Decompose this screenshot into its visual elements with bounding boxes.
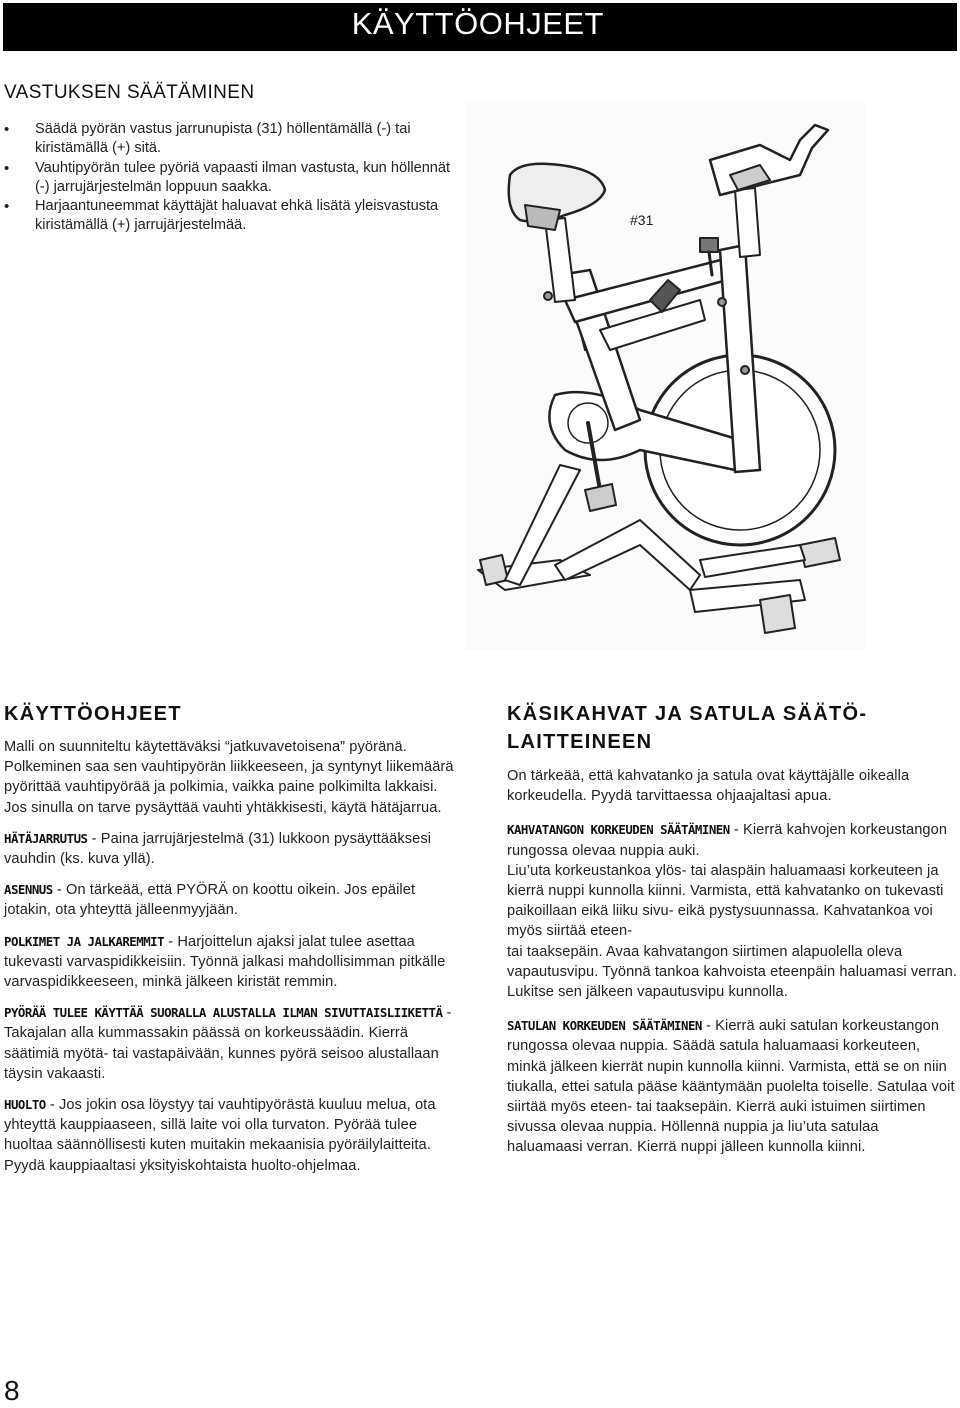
saddle-paragraph — [507, 1016, 957, 1157]
assembly-paragraph — [4, 880, 454, 920]
list-item — [4, 159, 464, 198]
bullet-icon: • — [4, 121, 10, 138]
service-text: - Jos jokin osa löystyy tai vauhtipyörästä kuuluu melua, ota yhteyttä kauppiaaseen, sillä laite voi olla turvaton. Pyörää tulee huoltaa säännöllisesti kuten muitakin mekaanisia pyöräilylaitteita. Pyydä kauppiaaltasi yksityiskohtaista huolto-ohjelmaa. — [4, 1097, 436, 1174]
assembly-label: ASENNUS — [4, 882, 53, 898]
handles-saddle-title — [507, 700, 957, 756]
bullet-text: Harjaantuneemmat käyttäjät haluavat ehkä lisätä yleisvastusta kiristämällä (+) jarrujärjestelmää. — [35, 198, 439, 234]
saddle-text: - Kierrä auki satulan korkeustangon rungossa olevaa nuppia. Säädä satula haluamaasi korkeuteen, minkä jälkeen kierrät nupin kunnolla kiinni. Varmista, että se on niin tiukalla, ettei satula pääse kääntymään puolelta toiselle. Satulaa voit siirtää myös eteen- tai taaksepäin. Kierrä auki istuimen siirtimen sivussa olevaa nuppia. Höllennä nuppia ja liu’uta satulaa haluamaasi verran. Kierrä nuppi jälleen kunnolla kiinni. — [507, 1018, 955, 1156]
list-item — [4, 120, 464, 159]
right-column — [507, 700, 957, 1158]
bullet-icon: • — [4, 198, 10, 216]
resistance-bullet-list — [4, 120, 464, 236]
handlebar-text-3: tai taaksepäin. Avaa kahvatangon siirtimen alapuolella oleva vapautusvipu. Työnnä tankoa kahvoista eteenpäin haluamasi verran. Lukitse sen jälkeen vapautusvipu kunnolla. — [507, 943, 958, 1001]
emergency-label: HÄTÄJARRUTUS — [4, 830, 88, 846]
bullet-text: Vauhtipyörän tulee pyöriä vapaasti ilman vastusta, kun höllennät (-) jarrujärjestelmän loppuun saakka. — [35, 159, 451, 195]
figure-label: #31 — [630, 212, 654, 228]
pedals-label: POLKIMET JA JALKAREMMIT — [4, 933, 165, 949]
page-header-title: KÄYTTÖOHJEET — [351, 6, 604, 41]
handlebar-label: KAHVATANGON KORKEUDEN SÄÄTÄMINEN — [507, 822, 730, 838]
handlebar-text-2: Liu’uta korkeustankoa ylös- tai alaspäin haluamaasi korkeuteen ja kierrä nuppi kunnolla kiinni. Varmista, että kahvatanko on tukevasti paikoillaan eikä liiku sivu- eikä pystysuunnassa. Kahvatankoa voi myös siirtää eteen- — [507, 862, 944, 940]
emergency-text: - Paina jarrujärjestelmä (31) lukkoon pysäyttääksesi vauhdin (ks. kuva yllä). — [4, 830, 432, 868]
usage-title: KÄYTTÖOHJEET — [4, 703, 182, 725]
handles-intro: On tärkeää, että kahvatanko ja satula ovat käyttäjälle oikealla korkeudella. Pyydä tarvittaessa ohjaajaltasi apua. — [507, 768, 910, 805]
title-line-2: LAITTEINEEN — [507, 731, 653, 753]
service-paragraph — [4, 1095, 454, 1176]
bullet-text: Säädä pyörän vastus jarrunupista (31) höllentämällä (-) tai kiristämällä (+) sitä. — [35, 121, 411, 157]
exercise-bike-illustration — [465, 100, 865, 650]
resistance-title: VASTUKSEN SÄÄTÄMINEN — [4, 82, 255, 103]
left-column — [4, 700, 454, 1176]
handlebar-paragraph — [507, 820, 957, 860]
title-line-1: KÄSIKAHVAT JA SATULA SÄÄTÖ- — [507, 703, 868, 725]
service-label: HUOLTO — [4, 1097, 46, 1113]
emergency-paragraph — [4, 829, 454, 869]
pedals-text: - Harjoittelun ajaksi jalat tulee asettaa tukevasti varvaspidikkeisiin. Työnnä jalkasi mahdollisimman pitkälle varvaspidikkeeseen, minkä jälkeen kiristät remmin. — [4, 933, 446, 991]
handlebar-text: - Kierrä kahvojen korkeustangon rungossa olevaa nuppia auki. — [507, 822, 948, 859]
saddle-label: SATULAN KORKEUDEN SÄÄTÄMINEN — [507, 1018, 702, 1034]
pedals-paragraph — [4, 932, 454, 993]
bullet-icon: • — [4, 159, 10, 177]
floor-text: - Takajalan alla kummassakin päässä on korkeussäädin. Kierrä säätimiä myötä- tai vastapäivään, kunnes pyörä seisoo alustallaan täysin vakaasti. — [4, 1005, 452, 1082]
floor-paragraph — [4, 1003, 454, 1084]
assembly-text: - On tärkeää, että PYÖRÄ on koottu oikein. Jos epäilet jotakin, ota yhteyttä jälleenmyyjään. — [4, 882, 416, 919]
list-item — [4, 197, 464, 236]
page-number: 8 — [4, 1375, 20, 1406]
usage-intro: Malli on suunniteltu käytettäväksi “jatkuvavetoisena” pyöränä. Polkeminen saa sen vauhtipyörän liikkeeseen, ja syntynyt liikemäärä pyörittää vauhtipyörää ja polkimia, vaikka paine polkimilta lakkaisi. Jos sinulla on tarve pysäyttää vauhti yhtäkkisesti, käytä hätäjarrua. — [4, 739, 454, 816]
floor-label: PYÖRÄÄ TULEE KÄYTTÄÄ SUORALLA ALUSTALLA ILMAN SIVUTTAISLIIKETTÄ — [4, 1005, 443, 1021]
